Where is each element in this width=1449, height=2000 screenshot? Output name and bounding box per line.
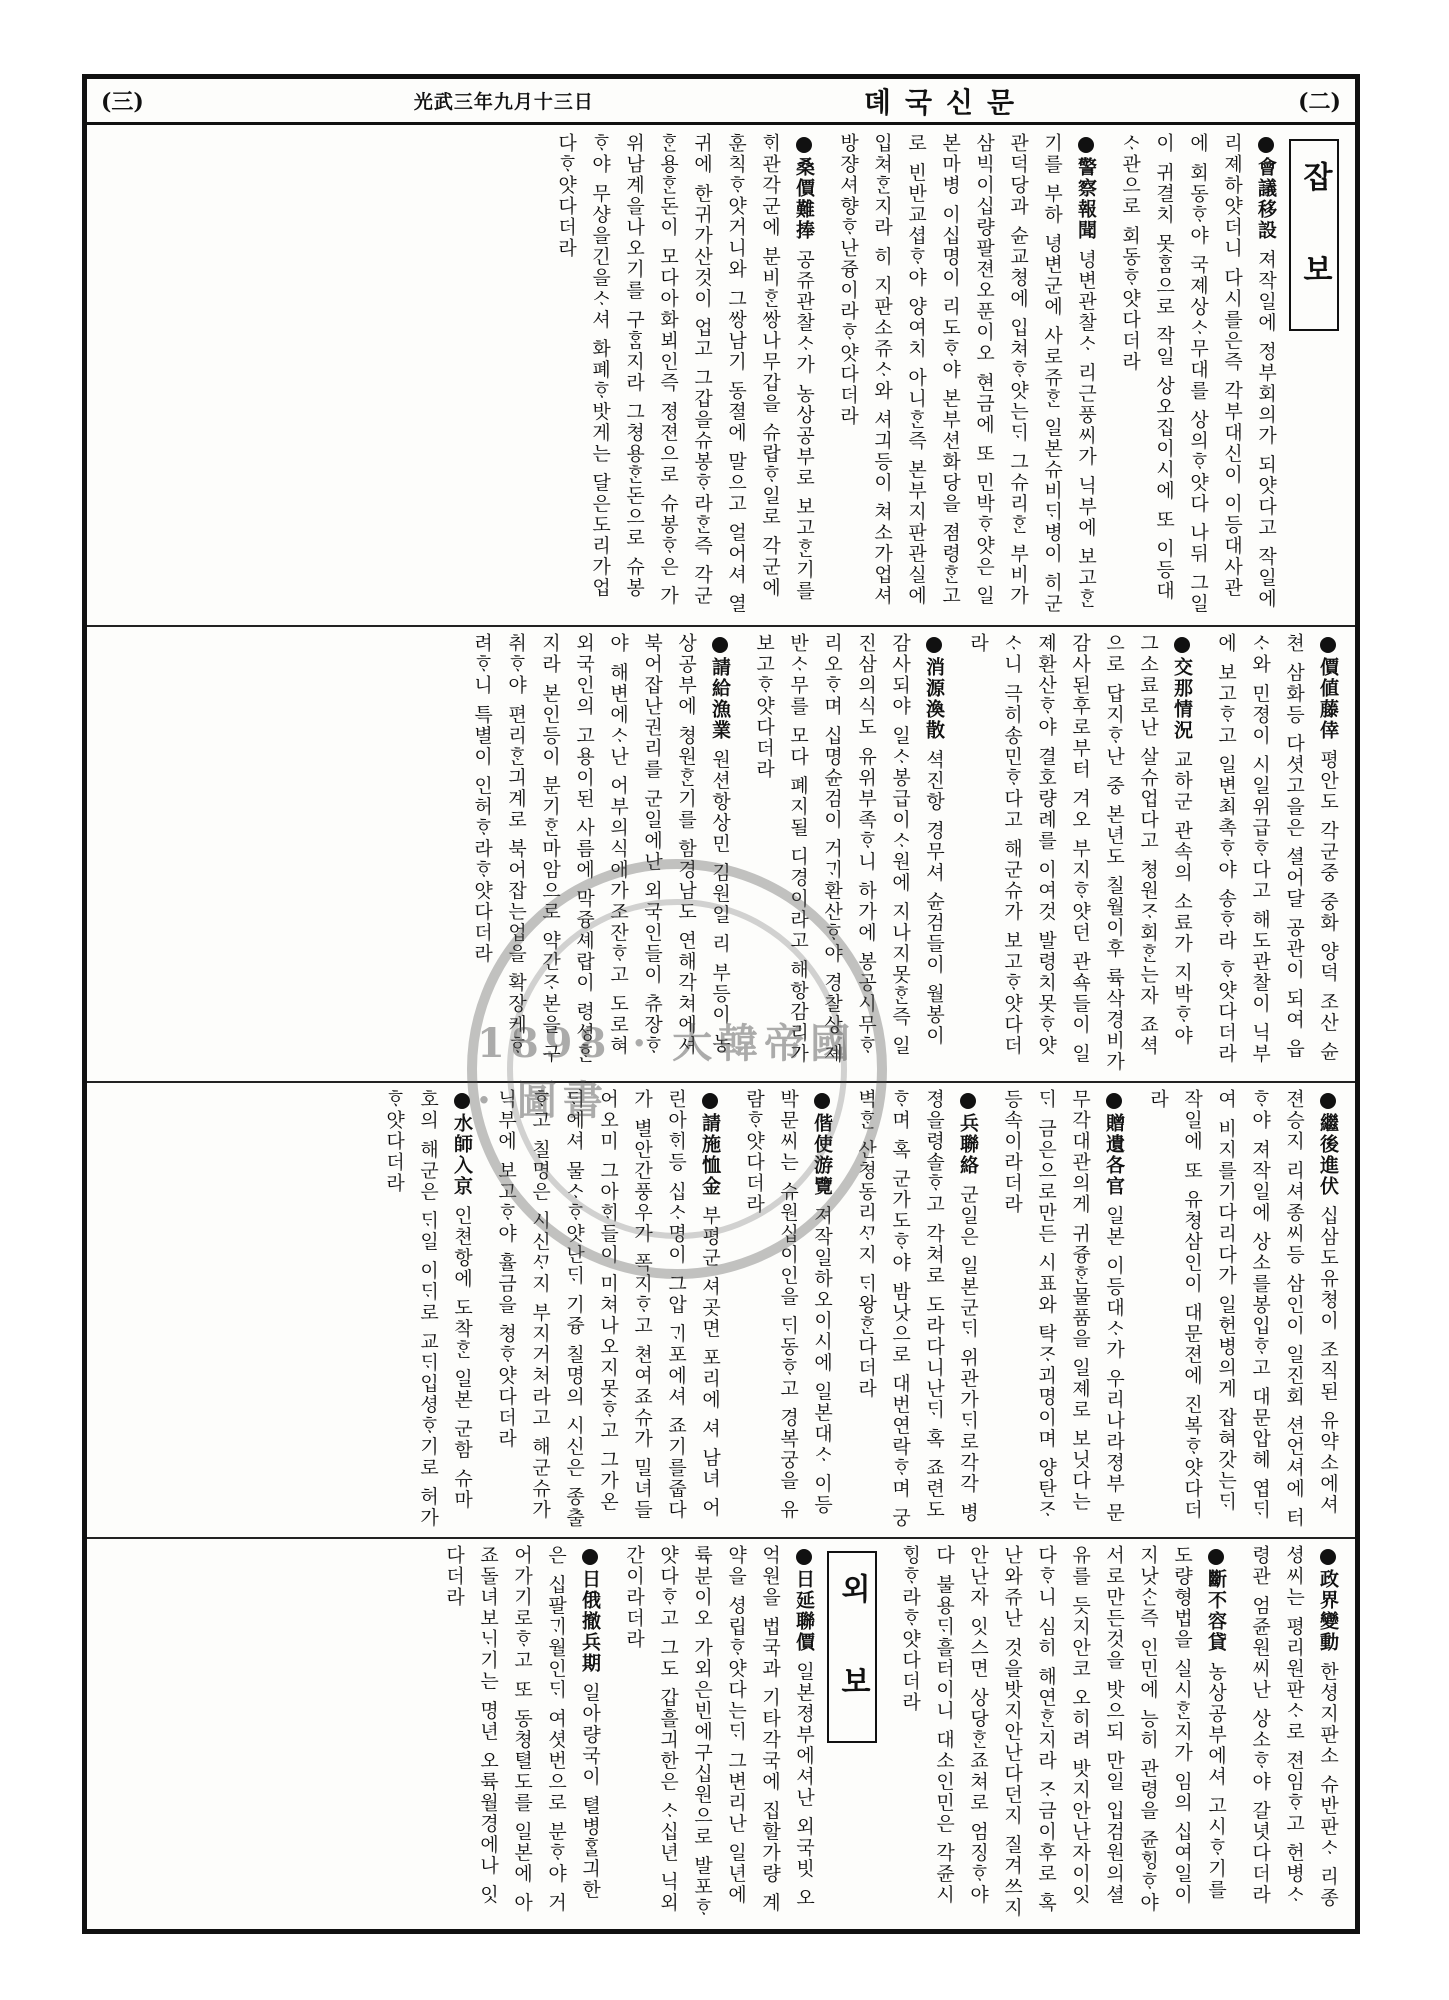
bullet-icon: [926, 637, 942, 653]
seal-text: 1898 · 大韓帝國 · 圖書: [477, 1020, 857, 1124]
article-body: 부평군 셔곳면 포리에 셔 남녀 어린아ᄒᆡ등 십ᄉᆞ명이 그압 ᄀᆡ포에셔 죠기를줍다가 별안간풍우가 폭지ᄒᆞ고 쳔여죠슈가 밀녀들어오미 그아ᄒᆡ들이 미쳐나오지못ᄒᆞ고 그가온ᄃᆡ에셔 물ᄉᆞᄒᆞ얏난ᄃᆡ 기즁 칠명의 시신은 종출ᄒᆞ고 칠명은 시신ᄭᆞ지 부지거처라고 해군슈가 닉부에 보고ᄒᆞ야 휼금을 쳥ᄒᆞ얏다더라: [495, 1089, 721, 1529]
article-body: 일본 이등대ᄉᆞ가 우리나라졍부 문무각대관의게 귀즁ᄒᆞᆫ물품을 일졔로 보닛다는ᄃᆡ 금은으로만든 시표와 탁ᄌᆞ괴명이며 양탄ᄌᆞ 등속이라더라: [1001, 1089, 1125, 1524]
article-body: 셕진항 경무셔 슌검들이 월봉이 감사되야 일ᄉᆞ봉급이ᄉᆞ원에 지나지못ᄒᆞᆫ즉 일진삼의식도 유위부족ᄒᆞ니 하가에 봉공시무ᄒᆞ리오ᄒᆞ며 십명슌검이 거ᄀᆡ환산ᄒᆞ야 경찰상 졔반ᄉᆞ무를 모다 폐지될 디경이라고 해항감리가 보고ᄒᆞ얏다더라: [753, 633, 945, 1065]
masthead: [87, 79, 1355, 125]
article-headline: 消源渙散: [923, 657, 945, 741]
article: [617, 1545, 821, 1921]
article-body: 져작일하오이시에 일본대ᄉᆞ 이등박문씨는 슈원십이인을 ᄃᆡ동ᄒᆞ고 경복궁을 유람ᄒᆞ얏다더라: [743, 1089, 833, 1521]
issue-date: 光武三年九月十三日: [413, 91, 594, 113]
newspaper-page: [82, 74, 1360, 1934]
bullet-icon: [960, 1093, 976, 1109]
article: [893, 1545, 1233, 1921]
article-body: 한셩지판소 슈반판ᄉᆞ 리종셩씨는 평리원판ᄉᆞ로 젼임ᄒᆞ고 헌병ᄉᆞ령관 엄쥰원씨난 상소ᄒᆞ야 갈녓다더라: [1249, 1545, 1339, 1909]
article-body: 원션항상민 김원일 리 부등이 농상공부에 쳥원ᄒᆞᆫ기를 함경남도 연해각쳐에셔 북어잡난권리를 군일에난 외국인들이 츄장ᄒᆞ야 해변에ᄉᆞ난 어부의식애가조잔ᄒᆞ고 도로혀 외국인의 고용이된 사름에 막즁셰랍이 령셩ᄒᆞᆫ지라 본인등이 분기ᄒᆞᆫ마암으로 약간ᄌᆞ본을 구취ᄒᆞ야 편리ᄒᆞᆫ긔계로 북어잡는업을 확장케ᄒᆞ려ᄒᆞ니 특별이 인허ᄒᆞ라ᄒᆞ얏다더라: [471, 633, 731, 1065]
article-body: 공쥬관찰ᄉᆞ가 농상공부로 보고ᄒᆞᆫ기를 ᄒᆡ관각군에 분비ᄒᆞᆫ쌍나무갑을 슈랍ᄒᆞ일로 각군에 훈칙ᄒᆞ얏거니와 그쌍남기 동졀에 말으고 얼어셔 열귀에 한귀가산것이 업고 그갑을슈봉ᄒᆞ라ᄒᆞᆫ즉 각군ᄒᆞᆫ용ᄒᆞᆫ돈이 모다아화뵈인즉 졍젼으로 슈봉ᄒᆞ은 가위남계을나오기를 구ᄒᆞᆷ지라 그쳥용ᄒᆞᆫ돈으로 슈봉ᄒᆞ야 무샹을긴을ᄉᆞ셔 화폐ᄒᆞ밧게는 달은도리가업다ᄒᆞ얏다더라: [555, 133, 815, 615]
article-headline: 偕使游覽: [811, 1113, 833, 1197]
page-number-right: (二): [1298, 89, 1341, 115]
tier-4-columns: [97, 1545, 1345, 1921]
article-body: 농상공부에셔 고시ᄒᆞ기를 도량형법을 실시ᄒᆞᆫ지가 임의 십여일이 지낫ᄉᆞᆫ즉 인민에 능히 관령을 쥰ᄒᆡᆼᄒᆞ야 서로만든것을 밧으되 만일 입검원의셜유를 듯지안코 오히려 밧지안난자이잇다ᄒᆞ니 심히 해연ᄒᆞᆫ지라 ᄌᆞ금이후로 혹난와쥬난 것을밧지안난다던지 질겨쓰지안난자 잇스면 상당ᄒᆞᆫ죠쳐로 엄징ᄒᆞ야 다 불용ᄃᆡ흘터이니 대소인민은 각쥰시ᄒᆡᆼᄒᆞ라ᄒᆞ얏다더라: [899, 1545, 1227, 1919]
article: [849, 1089, 985, 1529]
bullet-icon: [1106, 1093, 1122, 1109]
bullet-icon: [1320, 637, 1336, 653]
article-headline: 價値藤倖: [1317, 657, 1339, 741]
bullet-icon: [1320, 1549, 1336, 1565]
article-headline: 會議移設: [1255, 157, 1277, 241]
bullet-icon: [582, 1549, 598, 1565]
article-body: 교하군 관속의 소료가 지박ᄒᆞ야 그소료로난 살슈업다고 쳥원ᄌᆞ회ᄒᆞᆫ는자 죠셕으로 답지ᄒᆞ난 중 본년도 칠월이후 륙삭경비가 감사된후로부터 겨오 부지ᄒᆞ얏던 관쇽들이 일졔환산ᄒᆞ야 결호량례를 이여것 발령치못ᄒᆞ얏ᄉᆞ니 극히송민ᄒᆞ다고 해군슈가 보고ᄒᆞ얏다더라: [967, 633, 1193, 1073]
article-body: 일본졍부에셔난 외국빗 오억원을 법국과 기타각국에 집할가량 계약을 셩립ᄒᆞ얏다는ᄃᆡ 그변리난 일년에륙분이오 가외은빈에구십원으로 발포ᄒᆞ얏다ᄒᆞ고 그도 갑흘긔한은 ᄉᆞ십년 닉외간이라더라: [623, 1545, 815, 1919]
newspaper-title: 뎨국신문: [863, 85, 1029, 119]
bullet-icon: [1208, 1549, 1224, 1565]
tier-1: [87, 125, 1355, 627]
article: [995, 1089, 1131, 1529]
article: [465, 633, 737, 1073]
page-number-left: (三): [101, 89, 144, 115]
article-headline: 桑價難捧: [793, 157, 815, 241]
bullet-icon: [814, 1093, 830, 1109]
tier-2-columns: [97, 633, 1345, 1073]
article: [1113, 133, 1283, 617]
article-body: 평안도 각군중 중화 양덕 조산 슌쳔 삼화등 다셧고을은 셜어달 공관이 되여 읍ᄉᆞ와 민졍이 시일위급ᄒᆞ다고 해도관찰이 닉부에 보고ᄒᆞ고 일변최촉ᄒᆞ야 송ᄒᆞ라 ᄒᆞ얏다더라: [1215, 633, 1339, 1065]
section-header-miscellany: 잡 보: [1289, 139, 1339, 331]
article: [1243, 1545, 1345, 1921]
article: [831, 133, 1103, 617]
article: [747, 633, 951, 1073]
bullet-icon: [454, 1093, 470, 1109]
article-headline: 兵聯絡: [957, 1113, 979, 1176]
bullet-icon: [712, 637, 728, 653]
bullet-icon: [1174, 637, 1190, 653]
section-header-foreign: 외 보: [827, 1551, 877, 1743]
bullet-icon: [796, 1549, 812, 1565]
bullet-icon: [796, 137, 812, 153]
article: [961, 633, 1199, 1073]
tier-1-columns: [97, 133, 1345, 617]
bullet-icon: [1320, 1093, 1336, 1109]
article-headline: 日俄撤兵期: [579, 1569, 601, 1674]
article-headline: 警察報聞: [1075, 157, 1097, 241]
bullet-icon: [702, 1093, 718, 1109]
article-headline: 水師入京: [451, 1113, 473, 1197]
article: [1141, 1089, 1345, 1529]
article: [549, 133, 821, 617]
article-body: 군일은 일본군ᄃᆡ 위관가ᄃᆡ로각각 병졍을령솔ᄒᆞ고 각쳐로 도라다니난ᄃᆡ 혹 죠련도ᄒᆞ며 혹 군가도ᄒᆞ야 밤낫으로 대번연락ᄒᆞ며 궁벽ᄒᆞᆫ 산쳥동리ᄭᆞ지 ᄃᆡ왕ᄒᆞᆫ다더라: [855, 1089, 979, 1529]
article-headline: 請施恤金: [699, 1113, 721, 1197]
article-headline: 繼後進伏: [1317, 1113, 1339, 1197]
article-headline: 交那情況: [1171, 657, 1193, 741]
article-body: 인쳔항에 도착ᄒᆞᆫ 일본 군함 슈마호의 해군은 ᄃᆡ일 이ᄃᆡ로 교ᄃᆡ입셩ᄒᆞ기로 허가ᄒᆞ얏다더라: [383, 1089, 473, 1529]
article: [437, 1545, 607, 1921]
article-body: 녕변관찰ᄉᆞ 리근풍씨가 닉부에 보고ᄒᆞᆫ기를 부하 녕변군에 사로쥬ᄒᆞᆫ 일본슈비ᄃᆡ병이 히군 관덕당과 슌교쳥에 입쳐ᄒᆞ얏는ᄃᆡ 그슈리ᄒᆞᆫ 부비가 삼빅이십량팔젼오푼이오 현금에 또 민박ᄒᆞ얏은 일본마병 이십명이 리도ᄒᆞ야 본부션화당을 졈령ᄒᆞᆫ고로 빈반교셥ᄒᆞ야 양여치 아니ᄒᆞᆫ즉 본부지판관실에 입쳐ᄒᆞᆫ지라 히 지판소쥬ᄉᆞ와 셔긔등이 쳐소가업셔 방쟝셔향ᄒᆞ난즁이라ᄒᆞ얏다더라: [837, 133, 1097, 615]
tier-3-columns: [97, 1089, 1345, 1529]
article-body: 일아량국이 텰병ᄒᆞᆯ긔한은 십팔ᄀᆡ월인ᄃᆡ 여셧번으로 분ᄒᆞ야 거어가기로ᄒᆞ고 또 동쳥텰도를 일본에 아죠돌녀보ᄂᆡ기는 명년 오륙월경에나 잇다더라: [443, 1545, 601, 1914]
tier-4: [87, 1537, 1355, 1929]
article: [737, 1089, 839, 1529]
article-headline: 日延聯價: [793, 1569, 815, 1653]
bullet-icon: [1078, 137, 1094, 153]
article: [489, 1089, 727, 1529]
article: [1209, 633, 1345, 1073]
bullet-icon: [1258, 137, 1274, 153]
article-body: 져작일에 정부회의가 되얏다고 작일에 리졔하얏더니 다시를은즉 각부대신이 이등대사관에 회동ᄒᆞ야 국졔상ᄉᆞ무대를 상의ᄒᆞ얏다 나뒤 그일이 귀결치 못ᄒᆞᆷ으로 작일 상오집이시에 또 이등대ᄉᆞ관으로 회동ᄒᆞ얏다더라: [1119, 133, 1277, 615]
tier-2: [87, 625, 1355, 1083]
article-body: 십삼도유쳥이 조직된 유약소에셔 젼승지 리셔종씨등 삼인이 일진회 션언셔에 터ᄒᆞ야 져작일에 상소를봉입ᄒᆞ고 대문압헤 엽ᄃᆡ여 비지를기다리다가 일헌병의게 잡혀갓는ᄃᆡ 작일에 또 유쳥삼인이 대문젼에 진복ᄒᆞ얏다더라: [1147, 1089, 1339, 1529]
article-headline: 政界變動: [1317, 1569, 1339, 1653]
article-headline: 請給漁業: [709, 657, 731, 741]
article: [377, 1089, 479, 1529]
article-headline: 贈遺各官: [1103, 1113, 1125, 1197]
article-headline: 斷不容貸: [1205, 1569, 1227, 1653]
tier-3: [87, 1081, 1355, 1539]
